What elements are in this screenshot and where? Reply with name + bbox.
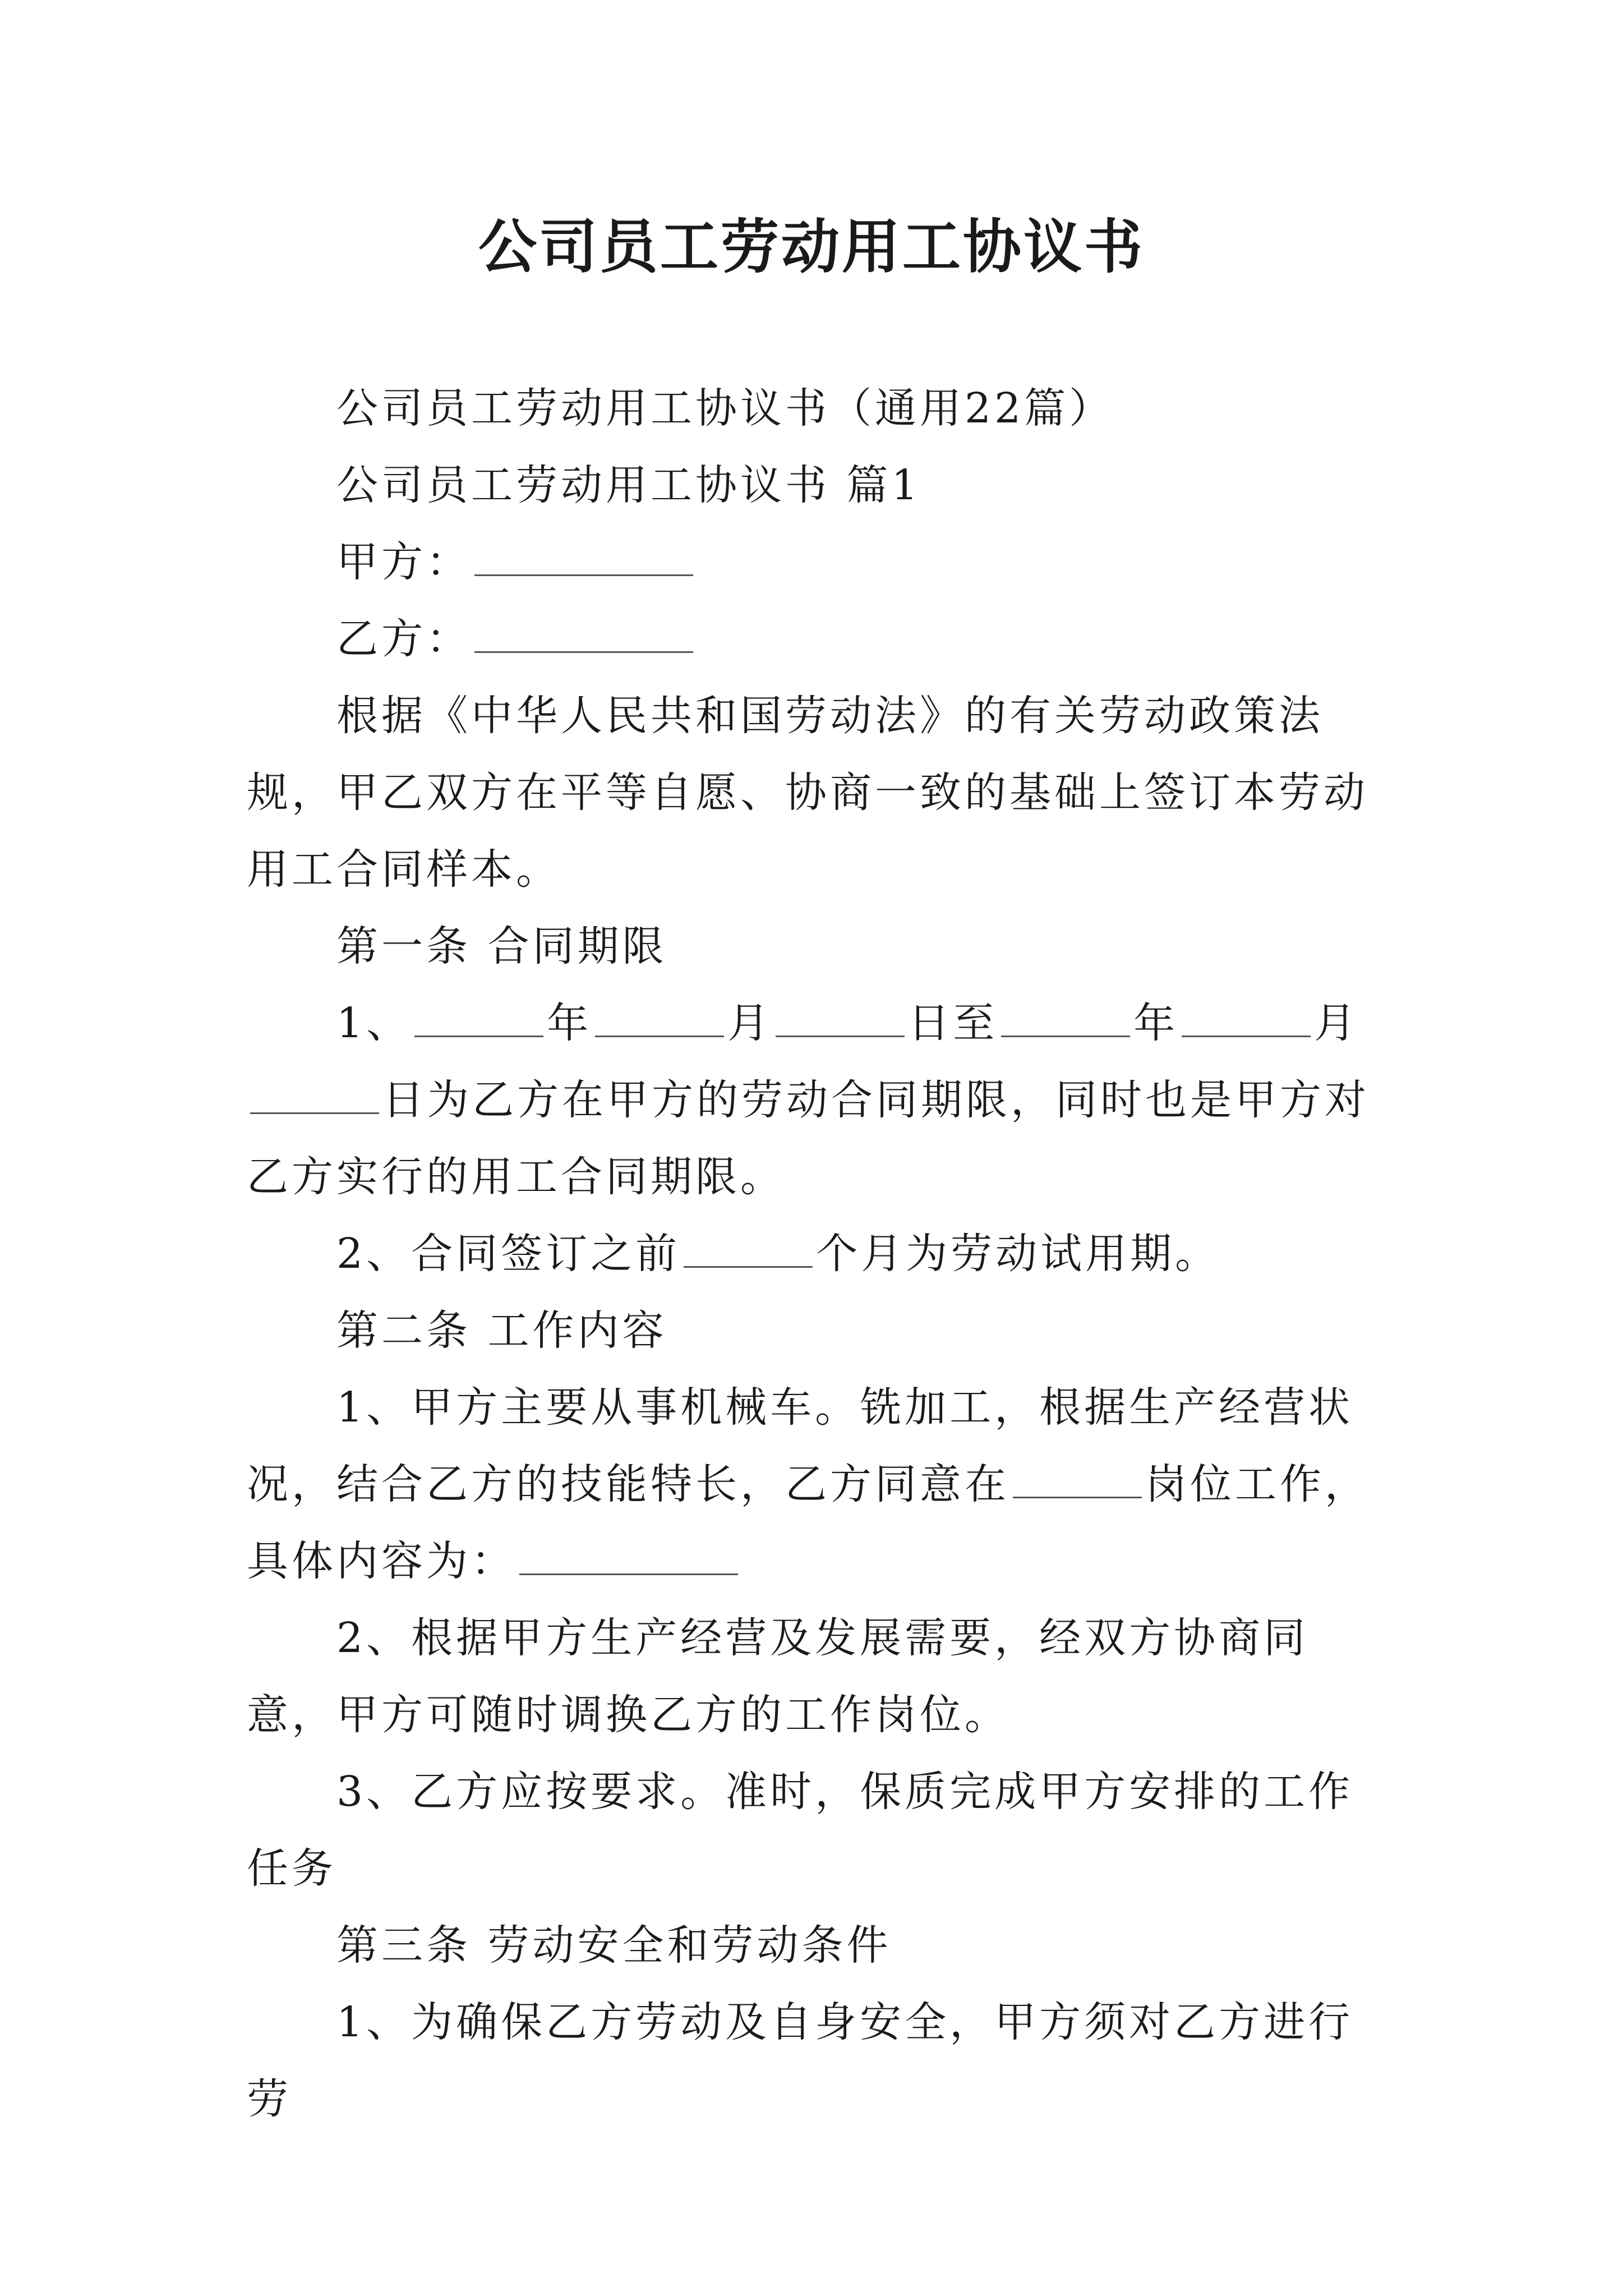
party-a-blank	[474, 541, 693, 576]
year-blank	[414, 1002, 543, 1037]
party-b-label: 乙方：	[336, 615, 471, 663]
probation-blank	[684, 1232, 813, 1268]
article-1-clause-2	[247, 1216, 1391, 1292]
position-blank	[1013, 1463, 1142, 1498]
article-2-clause-3: 3、乙方应按要求。准时，保质完成甲方安排的工作任务	[247, 1768, 1354, 1893]
day-end-blank	[250, 1079, 379, 1114]
party-a-label: 甲方：	[336, 538, 471, 586]
month-label: 月	[727, 999, 773, 1047]
article-3-title: 第三条 劳动安全和劳动条件	[336, 1921, 892, 1970]
year-label: 年	[547, 999, 592, 1047]
clause-prefix: 2、合同签订之前	[336, 1230, 681, 1278]
clause-text: 日为乙方在甲方的劳动合同期限，同时也是甲方对乙方实行的用工合同期限。	[247, 1076, 1370, 1201]
document-title: 公司员工劳动用工协议书	[478, 213, 1145, 281]
day-blank	[776, 1002, 905, 1037]
article-3-clause-1: 1、为确保乙方劳动及自身安全，甲方须对乙方进行劳	[247, 1998, 1354, 2123]
month-end-blank	[1182, 1002, 1311, 1037]
intro-paragraph: 根据《中华人民共和国劳动法》的有关劳动政策法规，甲乙双方在平等自愿、协商一致的基础上签订本劳动用工合同样本。	[247, 692, 1368, 894]
article-2-clause-1	[247, 1369, 1391, 1600]
party-a-line	[247, 524, 1391, 601]
party-b-blank	[474, 618, 693, 653]
article-2-title: 第二条 工作内容	[336, 1306, 667, 1355]
month-end-label: 月	[1314, 999, 1359, 1047]
clause-text: 岗位工作，具体内容为：	[247, 1460, 1370, 1585]
chapter-heading: 公司员工劳动用工协议书 篇1	[336, 461, 921, 509]
clause-text: 个月为劳动试用期。	[816, 1230, 1220, 1278]
day-to-label: 日至	[908, 999, 998, 1047]
article-1-clause-1	[247, 985, 1391, 1216]
subtitle: 公司员工劳动用工协议书（通用22篇）	[336, 384, 1114, 432]
year-end-label: 年	[1133, 999, 1179, 1047]
clause-number: 1、	[336, 999, 412, 1047]
article-1-title: 第一条 合同期限	[336, 922, 667, 970]
month-blank	[595, 1002, 724, 1037]
clause-prefix: 1、甲方主要从事机械车。铣加工，根据生产经营状况，结合乙方的技能特长，乙方同意在	[247, 1383, 1354, 1508]
document-body	[247, 370, 1391, 2138]
article-2-clause-2: 2、根据甲方生产经营及发展需要，经双方协商同意，甲方可随时调换乙方的工作岗位。	[247, 1614, 1309, 1739]
content-blank	[519, 1540, 738, 1575]
party-b-line	[247, 601, 1391, 678]
year-end-blank	[1001, 1002, 1130, 1037]
